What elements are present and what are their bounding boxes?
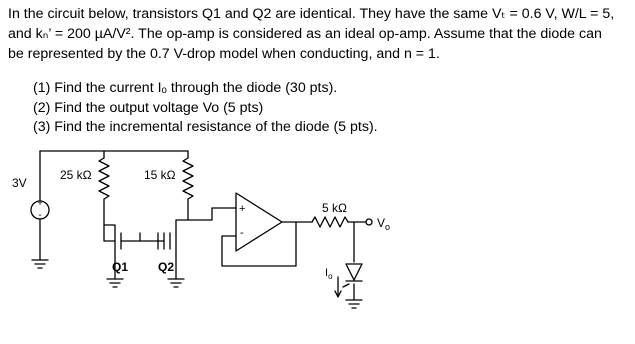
voltage-source xyxy=(31,198,49,221)
problem-line-1: In the circuit below, transistors Q1 and Q2 are identical. They have the same Vₜ = 0.6 V, W/L = 5, xyxy=(8,6,615,22)
source-voltage-label: 3V xyxy=(12,176,27,190)
q1-label: Q1 xyxy=(112,260,129,274)
r3-label: 5 kΩ xyxy=(322,201,347,215)
current-arrow xyxy=(335,277,341,297)
problem-line-3: be represented by the 0.7 V-drop model when conducting, and n = 1. xyxy=(8,46,440,62)
q2-label: Q2 xyxy=(158,260,175,274)
opamp xyxy=(236,193,282,251)
vout-label: $V_o$ xyxy=(377,216,391,232)
question-3: (3) Find the incremental resistance of the diode (5 pts). xyxy=(33,119,378,135)
io-label: $I_o$ xyxy=(325,267,333,281)
question-2: (2) Find the output voltage Vo (5 pts) xyxy=(33,99,264,116)
source-plus-sign: + xyxy=(37,198,43,208)
opamp-plus-sign: + xyxy=(239,203,246,215)
r2-label: 15 kΩ xyxy=(144,168,176,182)
ground-symbol xyxy=(346,300,362,308)
r1-label: 25 kΩ xyxy=(60,168,92,182)
question-1: (1) Find the current Iₒ through the diode (30 pts). xyxy=(33,80,338,96)
ground-symbol xyxy=(168,279,184,287)
opamp-plus-input-wire xyxy=(188,208,236,220)
diode-symbol xyxy=(343,264,362,287)
ground-symbol xyxy=(107,279,123,287)
output-terminal xyxy=(366,219,372,225)
resistor-5k xyxy=(312,217,348,227)
resistor-25k xyxy=(99,158,109,199)
ground-symbol xyxy=(32,260,48,268)
problem-line-2: and kₙ’ = 200 µA/V². The op-amp is considered as an ideal op-amp. Assume that the diode can xyxy=(8,26,602,42)
resistor-15k xyxy=(183,158,193,199)
source-minus-sign: - xyxy=(38,210,42,221)
opamp-feedback-wire xyxy=(222,222,296,266)
opamp-minus-sign: - xyxy=(240,227,244,239)
r1-to-q1-drain-wire xyxy=(104,199,115,233)
r2-to-q2-drain-wire xyxy=(176,199,188,233)
